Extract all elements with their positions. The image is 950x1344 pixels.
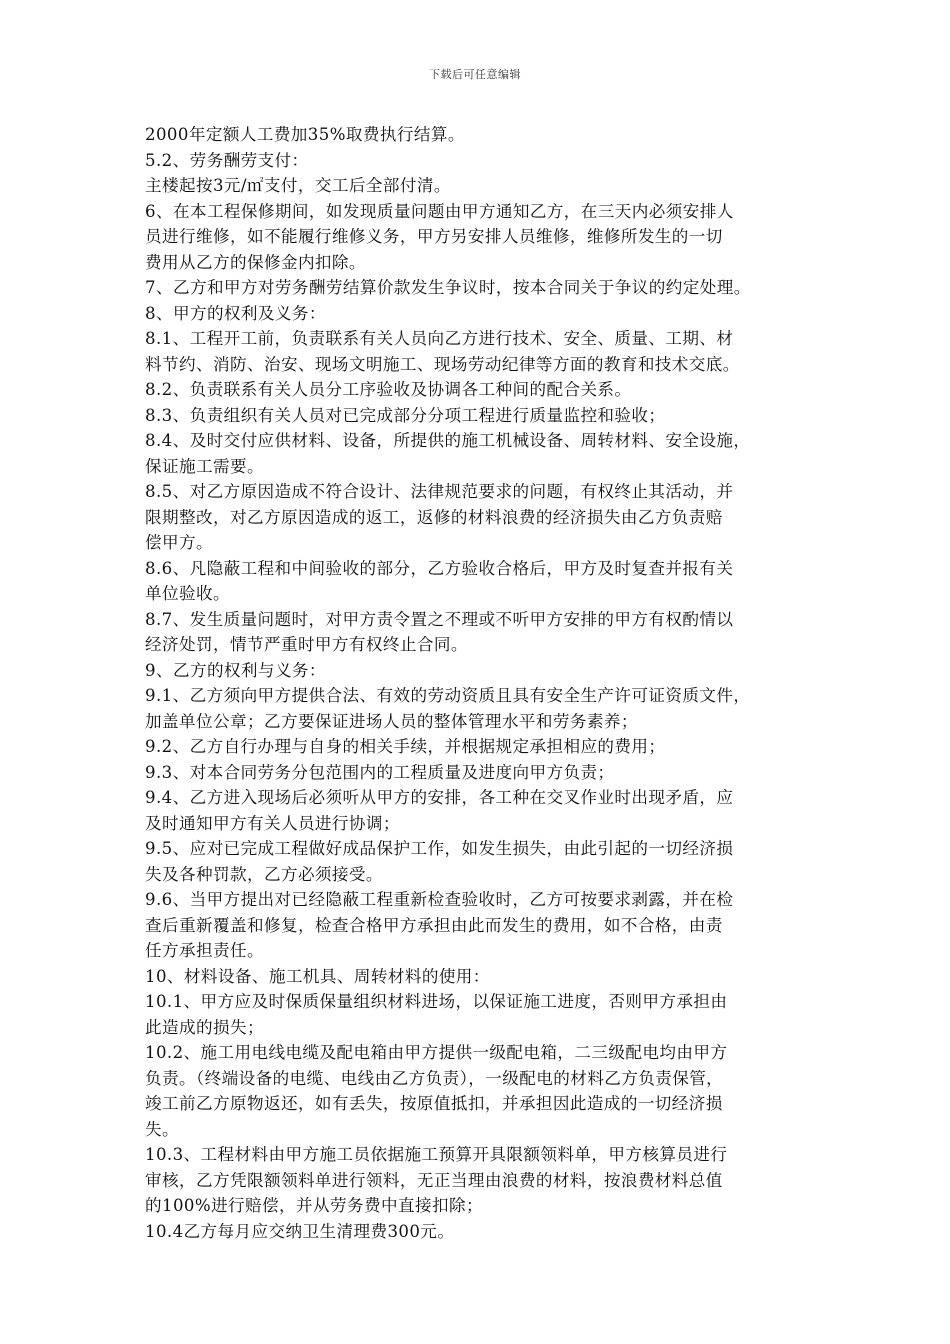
text-line: 保证施工需要。 <box>145 456 264 476</box>
page-header: 下载后可任意编辑 <box>429 68 521 81</box>
text-line: 经济处罚，情节严重时甲方有权终止合同。 <box>145 635 468 654</box>
text-line: 10.4乙方每月应交纳卫生清理费300元。 <box>145 1221 455 1241</box>
text-line: 料节约、消防、治安、现场文明施工、现场劳动纪律等方面的教育和技术交底。 <box>145 354 740 374</box>
document-body <box>145 122 820 1244</box>
text-line: 8.1、工程开工前，负责联系有关人员向乙方进行技术、安全、质量、工期、材 <box>145 329 734 348</box>
text-line: 2000年定额人工费加35%取费执行结算。 <box>145 125 465 144</box>
text-line: 审核，乙方凭限额领料单进行领料，无正当理由浪费的材料，按浪费材料总值 <box>145 1170 723 1190</box>
text-line: 9.4、乙方进入现场后必须听从甲方的安排，各工种在交叉作业时出现矛盾，应 <box>145 788 734 807</box>
text-line: 10.1、甲方应及时保质保量组织材料进场，以保证施工进度，否则甲方承担由 <box>145 992 728 1011</box>
text-line: 8.3、负责组织有关人员对已完成部分分项工程进行质量监控和验收； <box>145 405 666 425</box>
text-line: 6、在本工程保修期间，如发现质量问题由甲方通知乙方，在三天内必须安排人 <box>145 201 734 221</box>
text-line: 任方承担责任。 <box>145 941 264 960</box>
text-line: 8、甲方的权利及义务： <box>145 303 326 323</box>
text-line: 此造成的损失； <box>145 1017 264 1037</box>
text-line: 员进行维修，如不能履行维修义务，甲方另安排人员维修，维修所发生的一切 <box>145 227 723 246</box>
text-line: 加盖单位公章；乙方要保证进场人员的整体管理水平和劳务素养； <box>145 711 638 731</box>
text-line: 失。 <box>145 1119 179 1139</box>
text-line: 9.5、应对已完成工程做好成品保护工作，如发生损失，由此引起的一切经济损 <box>145 839 734 858</box>
text-line: 偿甲方。 <box>145 533 213 552</box>
text-line: 10.3、工程材料由甲方施工员依据施工预算开具限额领料单，甲方核算员进行 <box>145 1145 728 1164</box>
text-line: 9.6、当甲方提出对已经隐蔽工程重新检查验收时，乙方可按要求剥露，并在检 <box>145 890 734 909</box>
text-line: 负责。（终端设备的电缆、电线由乙方负责），一级配电的材料乙方负责保管， <box>145 1068 724 1088</box>
text-line: 10.2、施工用电线电缆及配电箱由甲方提供一级配电箱，二三级配电均由甲方 <box>145 1043 728 1062</box>
text-line: 8.5、对乙方原因造成不符合设计、法律规范要求的问题，有权终止其活动，并 <box>145 482 734 501</box>
text-line: 主楼起按3元/㎡支付，交工后全部付清。 <box>145 176 451 195</box>
text-line: 8.2、负责联系有关人员分工序验收及协调各工种间的配合关系。 <box>145 380 632 399</box>
text-line: 失及各种罚款，乙方必须接受。 <box>145 864 383 884</box>
text-line: 单位验收。 <box>145 584 230 603</box>
text-line: 限期整改，对乙方原因造成的返工，返修的材料浪费的经济损失由乙方负责赔 <box>145 507 723 527</box>
text-line: 8.6、凡隐蔽工程和中间验收的部分，乙方验收合格后，甲方及时复查并报有关 <box>145 558 734 578</box>
text-line: 9.3、对本合同劳务分包范围内的工程质量及进度向甲方负责； <box>145 762 615 782</box>
text-line: 的100%进行赔偿，并从劳务费中直接扣除； <box>145 1196 483 1215</box>
text-line: 5.2、劳务酬劳支付： <box>145 150 309 170</box>
text-line: 8.4、及时交付应供材料、设备，所提供的施工机械设备、周转材料、安全设施， <box>145 431 751 450</box>
text-line: 及时通知甲方有关人员进行协调； <box>145 813 400 833</box>
text-line: 9.2、乙方自行办理与自身的相关手续，并根据规定承担相应的费用； <box>145 737 666 756</box>
text-line: 费用从乙方的保修金内扣除。 <box>145 252 366 272</box>
text-line: 10、材料设备、施工机具、周转材料的使用： <box>145 966 490 986</box>
text-line: 竣工前乙方原物返还，如有丢失，按原值抵扣，并承担因此造成的一切经济损 <box>145 1094 723 1113</box>
text-line: 9、乙方的权利与义务： <box>145 660 326 680</box>
text-line: 查后重新覆盖和修复，检查合格甲方承担由此而发生的费用，如不合格，由责 <box>145 915 723 935</box>
text-line: 8.7、发生质量问题时，对甲方责令置之不理或不听甲方安排的甲方有权酌情以 <box>145 609 734 629</box>
text-line: 9.1、乙方须向甲方提供合法、有效的劳动资质且具有安全生产许可证资质文件， <box>145 686 751 705</box>
text-line: 7、乙方和甲方对劳务酬劳结算价款发生争议时，按本合同关于争议的约定处理。 <box>145 278 751 297</box>
